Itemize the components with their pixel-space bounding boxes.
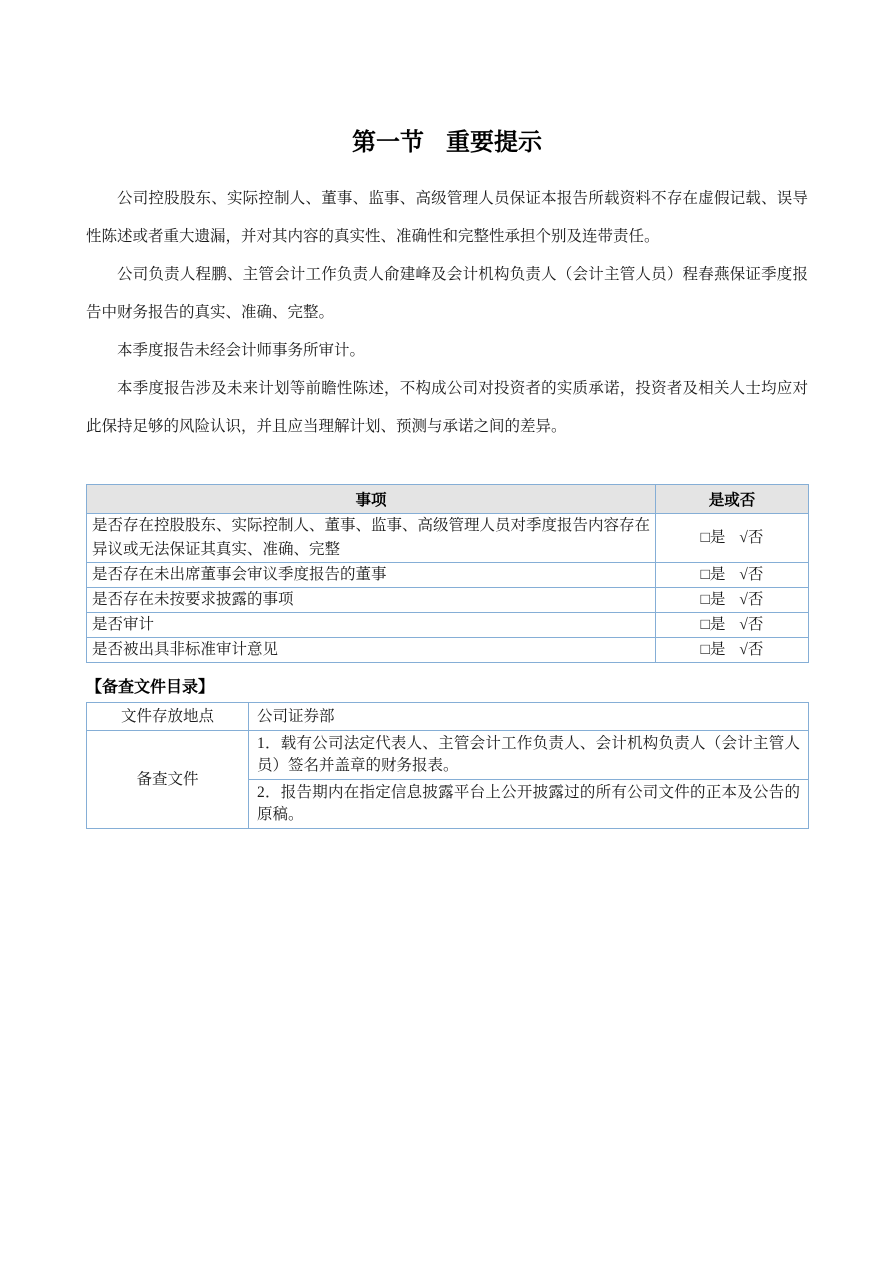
file-location-label: 文件存放地点 <box>87 703 249 731</box>
checkbox-yes-option: □是 <box>700 566 726 583</box>
checked-no-option: √否 <box>739 591 764 608</box>
checkbox-yes-option: □是 <box>700 529 726 546</box>
statement-item: 是否存在控股股东、实际控制人、董事、监事、高级管理人员对季度报告内容存在异议或无法保证其真实、准确、完整 <box>87 514 656 563</box>
reference-documents-table <box>86 702 809 829</box>
column-header-item: 事项 <box>87 485 656 514</box>
table-row <box>87 638 809 663</box>
file-location-value: 公司证券部 <box>249 703 809 731</box>
reference-documents-label: 备查文件 <box>87 731 249 829</box>
section-title-number: 第一节 <box>352 129 424 156</box>
statement-item: 是否审计 <box>87 613 656 638</box>
statement-answer <box>656 514 809 563</box>
statement-answer <box>656 638 809 663</box>
section-title-text: 重要提示 <box>446 129 542 156</box>
checked-no-option: √否 <box>739 566 764 583</box>
reference-document-item: 1．载有公司法定代表人、主管会计工作负责人、会计机构负责人（会计主管人员）签名并盖章的财务报表。 <box>249 731 809 780</box>
checked-no-option: √否 <box>739 529 764 546</box>
checked-no-option: √否 <box>739 641 764 658</box>
table-row <box>87 703 809 731</box>
checkbox-yes-option: □是 <box>700 616 726 633</box>
paragraph-management-guarantee: 公司负责人程鹏、主管会计工作负责人俞建峰及会计机构负责人（会计主管人员）程春燕保证季度报告中财务报告的真实、准确、完整。 <box>86 266 808 321</box>
table-row <box>87 563 809 588</box>
page-content <box>86 0 808 829</box>
checked-no-option: √否 <box>739 616 764 633</box>
paragraph-unaudited-note: 本季度报告未经会计师事务所审计。 <box>117 342 366 359</box>
paragraph-liability-statement: 公司控股股东、实际控制人、董事、监事、高级管理人员保证本报告所载资料不存在虚假记载、误导性陈述或者重大遗漏，并对其内容的真实性、准确性和完整性承担个别及连带责任。 <box>86 190 808 245</box>
statement-table-header-row <box>87 485 809 514</box>
statement-answer <box>656 588 809 613</box>
statement-answer <box>656 563 809 588</box>
paragraph-forward-looking-note: 本季度报告涉及未来计划等前瞻性陈述，不构成公司对投资者的实质承诺，投资者及相关人士均应对此保持足够的风险认识，并且应当理解计划、预测与承诺之间的差异。 <box>86 380 808 435</box>
statement-item: 是否被出具非标准审计意见 <box>87 638 656 663</box>
statement-item: 是否存在未出席董事会审议季度报告的董事 <box>87 563 656 588</box>
reference-documents-heading: 【备查文件目录】 <box>86 679 215 696</box>
table-row <box>87 588 809 613</box>
body-text <box>86 180 808 446</box>
table-row <box>87 613 809 638</box>
section-title <box>86 0 808 158</box>
statement-answer <box>656 613 809 638</box>
checkbox-yes-option: □是 <box>700 591 726 608</box>
column-header-yes-or-no: 是或否 <box>656 485 809 514</box>
statement-table <box>86 484 809 663</box>
reference-document-item: 2．报告期内在指定信息披露平台上公开披露过的所有公司文件的正本及公告的原稿。 <box>249 780 809 829</box>
table-row <box>87 731 809 780</box>
table-row <box>87 514 809 563</box>
checkbox-yes-option: □是 <box>700 641 726 658</box>
statement-item: 是否存在未按要求披露的事项 <box>87 588 656 613</box>
